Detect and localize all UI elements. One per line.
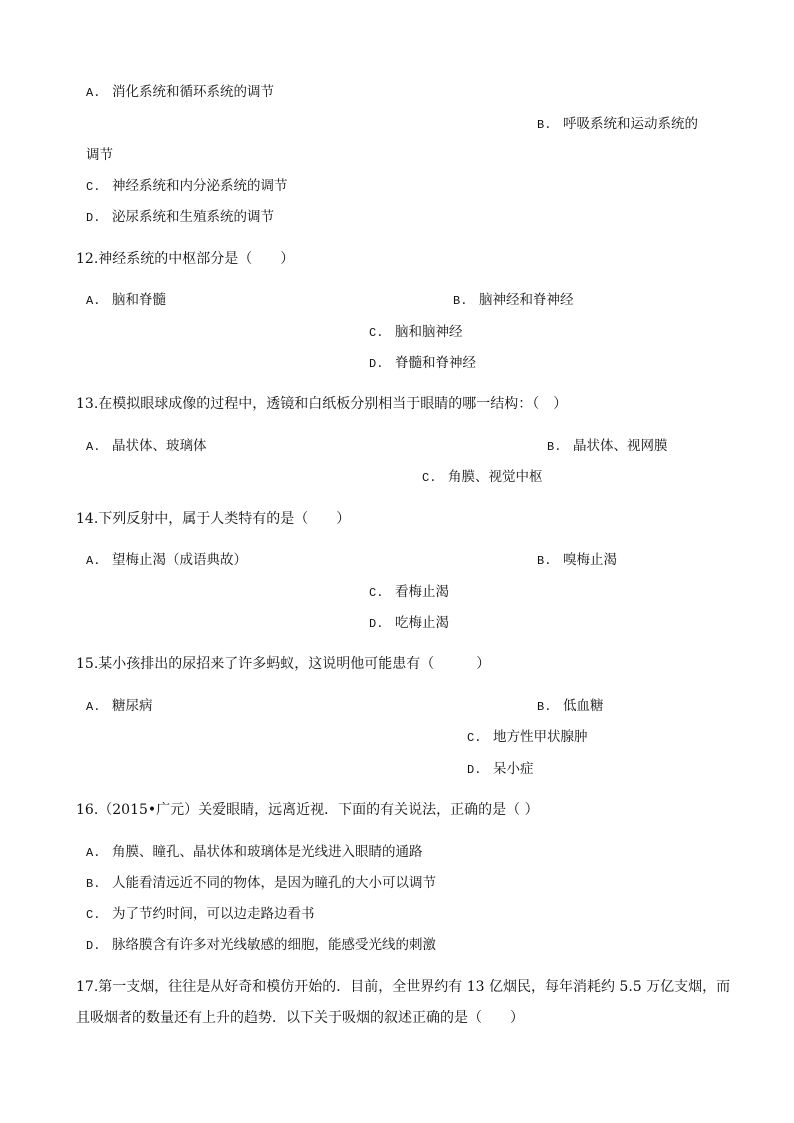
q16-option-d	[86, 936, 436, 955]
q13-stem: 13.在模拟眼球成像的过程中，透镜和白纸板分别相当于眼睛的哪一结构：（ ）	[76, 396, 568, 412]
q12-stem: 12.神经系统的中枢部分是（ ）	[76, 251, 295, 267]
option-text: 晶状体、玻璃体	[112, 438, 207, 454]
q14-stem: 14.下列反射中，属于人类特有的是（ ）	[76, 511, 351, 527]
option-letter: C.	[86, 908, 101, 922]
q14-option-a	[86, 551, 247, 570]
q13-option-a	[86, 437, 207, 456]
option-text: 嗅梅止渴	[563, 552, 617, 568]
option-letter: C.	[369, 326, 384, 340]
q12-option-a	[86, 291, 166, 310]
option-text: 消化系统和循环系统的调节	[112, 84, 274, 100]
q13-option-c	[422, 468, 543, 487]
option-letter: A.	[86, 846, 101, 860]
option-text: 看梅止渴	[395, 584, 449, 600]
q14-option-b	[537, 551, 617, 570]
option-text: 脑和脊髓	[112, 292, 166, 308]
option-letter: A.	[86, 294, 101, 308]
q17-stem-line1: 17.第一支烟，往往是从好奇和模仿开始的．目前，全世界约有 13 亿烟民，每年消耗约 5.5 万亿支烟，而	[76, 979, 731, 995]
option-text: 脉络膜含有许多对光线敏感的细胞，能感受光线的刺激	[112, 937, 436, 953]
q15-option-d	[467, 760, 534, 779]
option-text: 人能看清远近不同的物体，是因为瞳孔的大小可以调节	[112, 875, 436, 891]
option-text: 晶状体、视网膜	[573, 438, 668, 454]
q16-option-b	[86, 874, 436, 893]
q11-option-d	[86, 208, 274, 227]
option-text: 低血糖	[563, 698, 604, 714]
option-letter: B.	[547, 440, 562, 454]
option-text: 呆小症	[493, 761, 534, 777]
q11-option-b	[537, 115, 698, 134]
option-text: 泌尿系统和生殖系统的调节	[112, 209, 274, 225]
option-text: 脊髓和脊神经	[395, 355, 476, 371]
option-letter: C.	[467, 731, 482, 745]
option-letter: A.	[86, 86, 101, 100]
q11-option-b-wrap: 调节	[86, 147, 113, 163]
q15-option-c	[467, 728, 588, 747]
option-letter: B.	[86, 877, 101, 891]
q11-option-c	[86, 177, 288, 196]
q16-option-a	[86, 843, 423, 862]
option-letter: D.	[86, 939, 101, 953]
option-text: 呼吸系统和运动系统的	[563, 116, 698, 132]
option-letter: C.	[86, 180, 101, 194]
option-letter: D.	[369, 357, 384, 371]
option-text: 角膜、视觉中枢	[448, 469, 543, 485]
option-letter: B.	[537, 554, 552, 568]
q15-option-b	[537, 697, 604, 716]
option-text: 地方性甲状腺肿	[493, 729, 588, 745]
option-letter: C.	[369, 586, 384, 600]
q14-option-c	[369, 583, 449, 602]
option-text: 神经系统和内分泌系统的调节	[112, 178, 288, 194]
q15-stem: 15.某小孩排出的尿招来了许多蚂蚁，这说明他可能患有（ ）	[76, 656, 491, 672]
q12-option-c	[369, 323, 463, 342]
option-letter: C.	[422, 471, 437, 485]
option-text: 吃梅止渴	[395, 615, 449, 631]
option-letter: B.	[537, 700, 552, 714]
option-letter: B.	[537, 118, 552, 132]
q16-stem: 16.（2015•广元）关爱眼睛，远离近视．下面的有关说法，正确的是（ ）	[76, 802, 539, 818]
option-letter: A.	[86, 440, 101, 454]
q16-option-c	[86, 905, 315, 924]
option-text: 脑神经和脊神经	[479, 292, 574, 308]
option-text: 角膜、瞳孔、晶状体和玻璃体是光线进入眼睛的通路	[112, 844, 423, 860]
option-letter: A.	[86, 700, 101, 714]
option-letter: D.	[467, 763, 482, 777]
option-text: 脑和脑神经	[395, 324, 463, 340]
option-text: 望梅止渴（成语典故）	[112, 552, 247, 568]
q15-option-a	[86, 697, 153, 716]
option-letter: B.	[453, 294, 468, 308]
option-letter: A.	[86, 554, 101, 568]
q17-stem-line2: 且吸烟者的数量还有上升的趋势．以下关于吸烟的叙述正确的是（ ）	[76, 1010, 524, 1026]
q14-option-d	[369, 614, 449, 633]
q12-option-b	[453, 291, 574, 310]
option-text: 糖尿病	[112, 698, 153, 714]
q13-option-b	[547, 437, 668, 456]
q11-option-a	[86, 83, 274, 102]
q12-option-d	[369, 354, 476, 373]
option-text: 为了节约时间，可以边走路边看书	[112, 906, 315, 922]
option-letter: D.	[86, 211, 101, 225]
option-letter: D.	[369, 617, 384, 631]
